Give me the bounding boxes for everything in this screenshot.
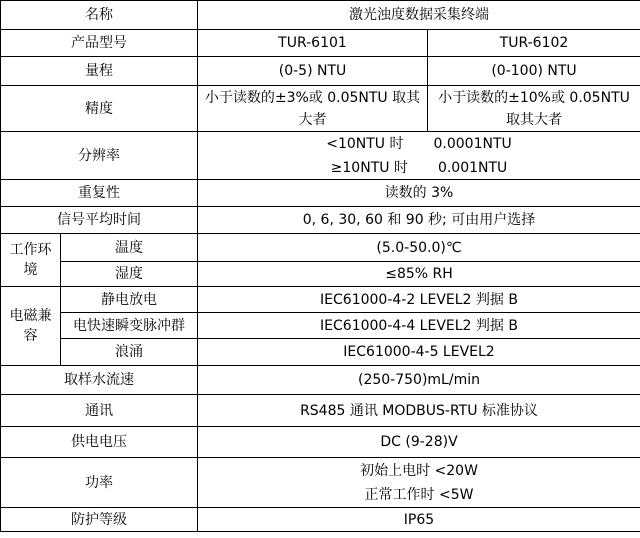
esd-label: 静电放电 (61, 287, 198, 313)
resolution-condition-2: ≥10NTU 时 (330, 159, 408, 176)
emc-group-label: 电磁兼容 (1, 287, 61, 366)
resolution-condition-1: <10NTU 时 (326, 135, 404, 152)
name-label: 名称 (1, 1, 198, 30)
range-value-1: (0-5) NTU (198, 57, 428, 86)
model-value-2: TUR-6102 (428, 30, 640, 57)
humidity-value: ≤85% RH (198, 262, 640, 287)
row-power-supply (1, 427, 640, 458)
temperature-label: 温度 (61, 234, 198, 262)
range-value-2: (0-100) NTU (428, 57, 640, 86)
surge-value: IEC61000-4-5 LEVEL2 (198, 339, 640, 366)
row-signal-average (1, 207, 640, 234)
accuracy-label: 精度 (1, 86, 198, 132)
power-consumption-line-1: 初始上电时 <20W (360, 462, 478, 479)
range-label: 量程 (1, 57, 198, 86)
row-humidity (1, 262, 640, 287)
repeatability-label: 重复性 (1, 180, 198, 207)
model-value-1: TUR-6101 (198, 30, 428, 57)
row-communication (1, 395, 640, 427)
row-flow (1, 366, 640, 395)
row-name (1, 1, 640, 30)
accuracy-value-2: 小于读数的±10%或 0.05NTU 取其大者 (428, 86, 640, 132)
row-accuracy (1, 86, 640, 132)
resolution-line-1 (200, 134, 638, 154)
row-eft (1, 313, 640, 339)
flow-label: 取样水流速 (1, 366, 198, 395)
resolution-value (198, 132, 640, 180)
row-temperature (1, 234, 640, 262)
accuracy-value-1: 小于读数的±3%或 0.05NTU 取其大者 (198, 86, 428, 132)
row-protection (1, 508, 640, 532)
row-range (1, 57, 640, 86)
row-power-consumption (1, 458, 640, 508)
temperature-value: (5.0-50.0)℃ (198, 234, 640, 262)
resolution-line-2 (200, 158, 638, 178)
environment-group-label: 工作环境 (1, 234, 61, 287)
communication-label: 通讯 (1, 395, 198, 427)
protection-label: 防护等级 (1, 508, 198, 532)
signal-average-value: 0, 6, 30, 60 和 90 秒; 可由用户选择 (198, 207, 640, 234)
power-consumption-value (198, 458, 640, 508)
protection-value: IP65 (198, 508, 640, 532)
power-consumption-label: 功率 (1, 458, 198, 508)
communication-value: RS485 通讯 MODBUS-RTU 标准协议 (198, 395, 640, 427)
resolution-label: 分辨率 (1, 132, 198, 180)
row-esd (1, 287, 640, 313)
esd-value: IEC61000-4-2 LEVEL2 判据 B (198, 287, 640, 313)
humidity-label: 湿度 (61, 262, 198, 287)
row-model (1, 30, 640, 57)
model-label: 产品型号 (1, 30, 198, 57)
resolution-value-1: 0.0001NTU (433, 135, 512, 152)
power-consumption-line-2: 正常工作时 <5W (364, 486, 474, 503)
power-supply-value: DC (9-28)V (198, 427, 640, 458)
repeatability-value: 读数的 3% (198, 180, 640, 207)
resolution-value-2: 0.001NTU (437, 159, 508, 176)
row-surge (1, 339, 640, 366)
eft-label: 电快速瞬变脉冲群 (61, 313, 198, 339)
eft-value: IEC61000-4-4 LEVEL2 判据 B (198, 313, 640, 339)
product-name: 激光浊度数据采集终端 (198, 1, 640, 30)
signal-average-label: 信号平均时间 (1, 207, 198, 234)
surge-label: 浪涌 (61, 339, 198, 366)
power-supply-label: 供电电压 (1, 427, 198, 458)
flow-value: (250-750)mL/min (198, 366, 640, 395)
row-repeatability (1, 180, 640, 207)
row-resolution (1, 132, 640, 180)
